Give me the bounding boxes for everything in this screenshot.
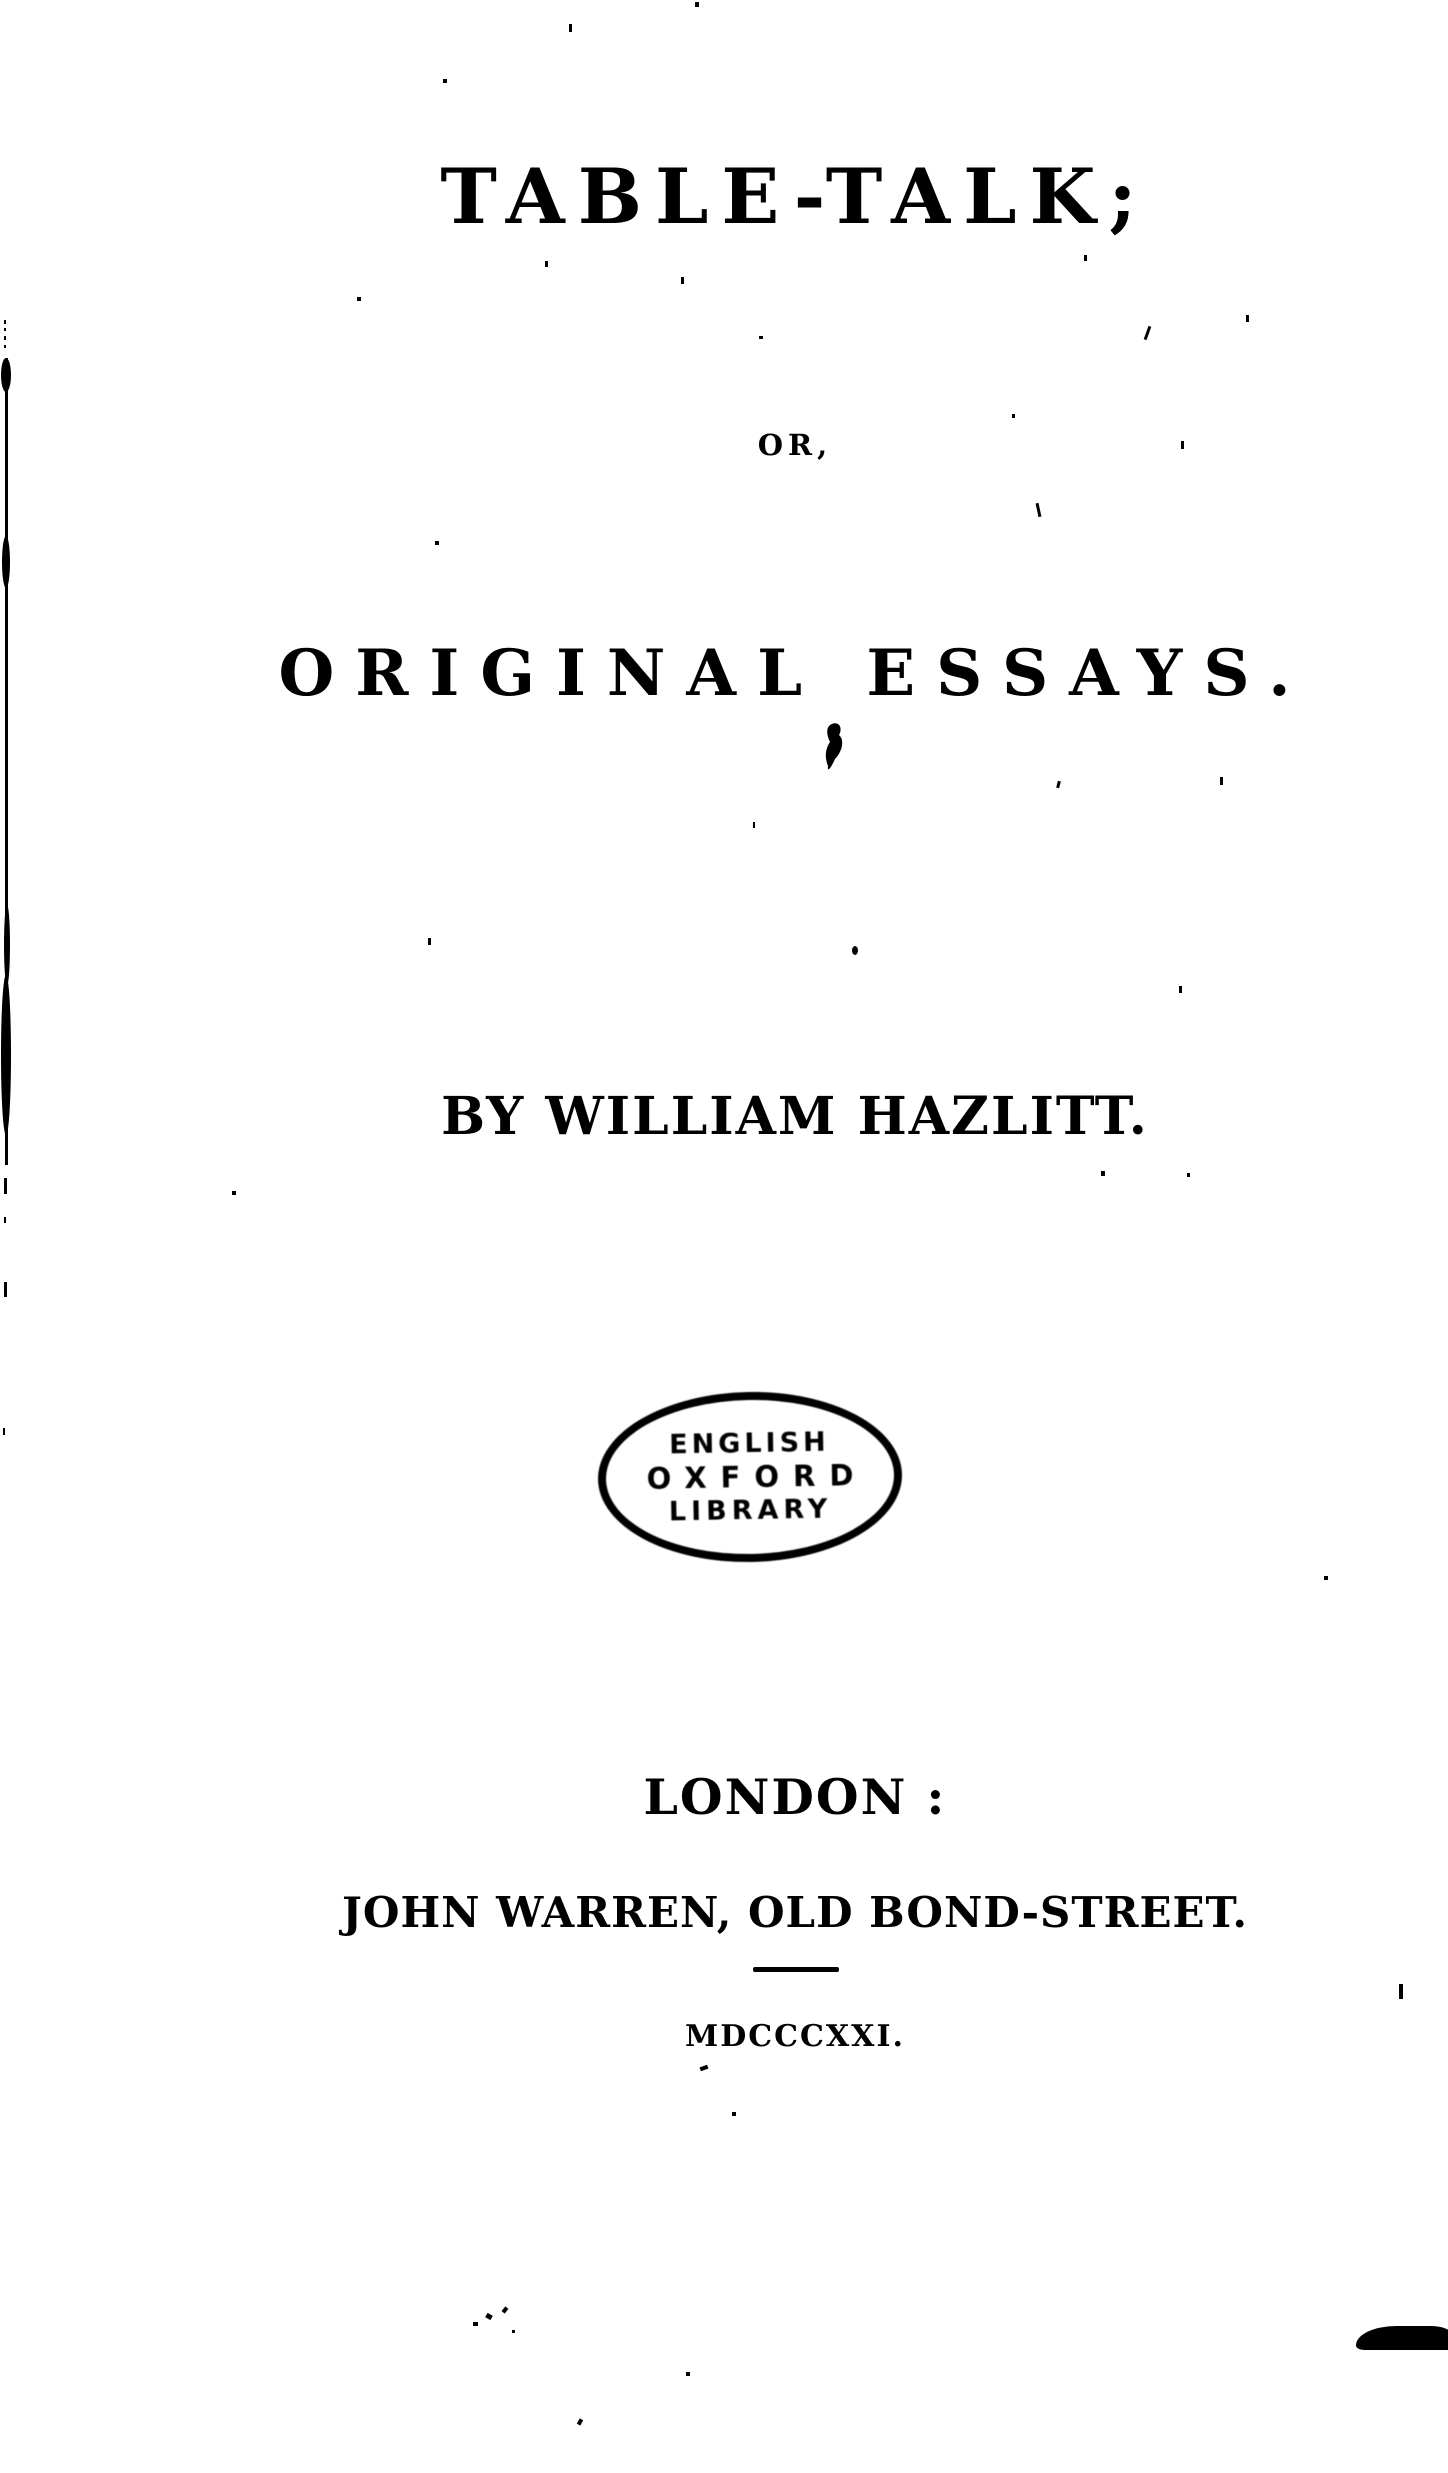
ink-speck xyxy=(686,2372,690,2376)
scan-edge-blob xyxy=(1356,2326,1448,2350)
ink-speck xyxy=(443,79,447,83)
ink-speck xyxy=(1181,441,1184,449)
ink-speck xyxy=(435,541,439,545)
page-title: TABLE-TALK; xyxy=(440,152,1150,241)
imprint-year: MDCCCXXI. xyxy=(685,2019,905,2054)
imprint-rule xyxy=(753,1967,839,1972)
ink-speck xyxy=(759,336,763,339)
ink-speck xyxy=(428,938,431,945)
ink-speck xyxy=(357,297,361,301)
ink-speck xyxy=(1246,315,1249,322)
title-page-content xyxy=(142,0,1448,2473)
ink-speck xyxy=(852,946,858,955)
ink-speck xyxy=(1101,1171,1105,1176)
ink-speck xyxy=(1324,1576,1328,1580)
ink-speck xyxy=(753,822,755,828)
or-conjunction: OR, xyxy=(757,428,833,462)
stamp-line-library: LIBRARY xyxy=(668,1493,833,1528)
ink-speck xyxy=(569,24,572,32)
author-byline: BY WILLIAM HAZLITT. xyxy=(441,1086,1149,1147)
imprint-publisher: JOHN WARREN, OLD BOND-STREET. xyxy=(341,1888,1249,1937)
ink-speck xyxy=(1220,777,1223,785)
ink-speck xyxy=(232,1191,236,1195)
stamp-line-oxford: OXFORD xyxy=(646,1457,868,1496)
ink-speck xyxy=(473,2322,478,2326)
ink-speck xyxy=(1179,986,1182,993)
ink-speck xyxy=(545,261,548,267)
subtitle: ORIGINAL ESSAYS. xyxy=(278,636,1312,711)
ink-speck xyxy=(512,2330,515,2333)
ink-speck xyxy=(732,2112,736,2116)
imprint-city: LONDON : xyxy=(643,1768,947,1826)
left-binding-scan-mark xyxy=(0,0,20,2473)
ink-speck xyxy=(1399,1984,1403,1999)
ink-speck xyxy=(695,2,699,7)
ink-speck xyxy=(681,277,684,284)
ink-speck xyxy=(1187,1173,1190,1177)
stamp-line-english: ENGLISH xyxy=(668,1426,830,1461)
ink-speck xyxy=(1012,414,1015,418)
ink-speck xyxy=(1084,255,1087,261)
ink-blot xyxy=(818,722,850,776)
